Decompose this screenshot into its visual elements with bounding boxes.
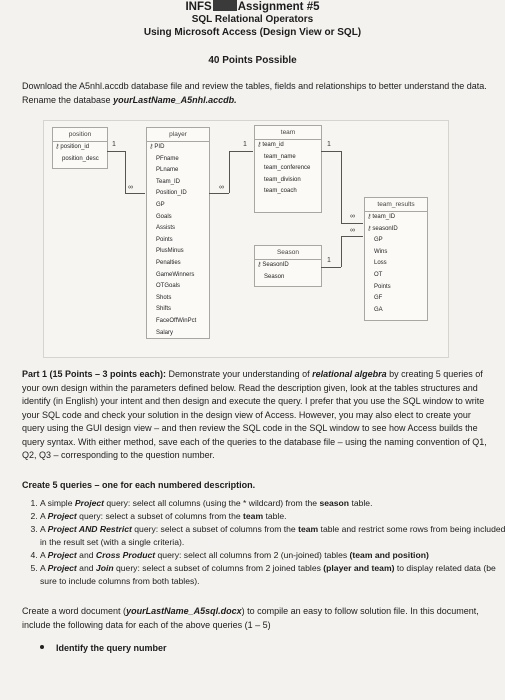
relationship-line: [341, 236, 363, 237]
key-icon: ⚷: [257, 262, 262, 268]
one-marker: 1: [243, 141, 247, 148]
relationship-line: [229, 151, 230, 193]
list-item: 2. A Project query: select a subset of columns from the team table.: [40, 510, 505, 523]
one-marker: 1: [327, 257, 331, 264]
word-doc-paragraph: Create a word document (yourLastName_A5sql.docx) to compile an easy to follow solution file. In this document, include the following data for each of the above queries (1 – 5): [22, 606, 479, 630]
many-marker: ∞: [128, 184, 133, 191]
relationship-line: [321, 151, 341, 152]
one-marker: 1: [327, 141, 331, 148]
relationship-line: [341, 223, 363, 224]
many-marker: ∞: [219, 184, 224, 191]
one-marker: 1: [112, 141, 116, 148]
table-season[interactable]: Season ⚷SeasonID Season: [254, 245, 322, 287]
part1-paragraph: Part 1 (15 Points – 3 points each): Demonstrate your understanding of relational algebra by creating 5 queries of your own design within the parameters defined below. Read the description given, look at the tables structures and identify (in English) your intent and then design and execute the query. I prefer that you use the SQL window to write your SQL code and check your solution in the design view of Access. However, you may also elect to create your query using the GUI design view – and then review the SQL code in the SQL window to see how Access builds the query syntax. With either method, save each of the queries to the database file – using the naming convention of Q1, Q2, Q3 – corresponding to the question number.: [22, 369, 487, 460]
relationship-line: [341, 236, 342, 267]
table-team[interactable]: team ⚷team_id team_name team_conference team_division team_coach: [254, 125, 322, 213]
create-queries-heading: Create 5 queries – one for each numbered description.: [22, 480, 256, 490]
list-item: 3. A Project AND Restrict query: select a subset of columns from the team table and restrict some rows from being included in the result set (with a single criteria).: [40, 523, 505, 549]
list-item: 5. A Project and Join query: select a subset of columns from 2 joined tables (player and team) to display related data (be sure to include columns from both tables).: [40, 562, 505, 588]
relationship-line: [209, 193, 229, 194]
query-list: [20, 497, 505, 588]
table-player[interactable]: player ⚷PID PFname PLname Team_ID Position_ID GP Goals Assists Points PlusMinus Penalties GameWinners OTGoals Shots Shifts FaceOffWinPct Salary: [146, 127, 210, 339]
course-code: INFS: [185, 1, 212, 13]
many-marker: ∞: [350, 213, 355, 220]
table-team-results[interactable]: team_results ⚷team_ID ⚷seasonID GP Wins Loss OT Points GF GA: [364, 197, 428, 321]
intro-paragraph: Download the A5nhl.accdb database file and review the tables, fields and relationships to better understand the data. Rename the database yourLastName_A5nhl.accdb.: [22, 81, 487, 105]
many-marker: ∞: [350, 227, 355, 234]
assignment-subtitle: SQL Relational Operators: [191, 14, 314, 25]
key-icon: ⚷: [55, 144, 60, 150]
bullet-item: Identify the query number: [40, 643, 167, 653]
assignment-title: [0, 0, 505, 13]
redacted-block: [213, 0, 237, 11]
list-item: 4. A Project and Cross Product query: select all columns from 2 (un-joined) tables (team and position): [40, 549, 505, 562]
table-position[interactable]: position ⚷position_id position_desc: [52, 127, 108, 169]
points-possible: 40 Points Possible: [208, 55, 297, 66]
key-icon: ⚷: [367, 225, 372, 232]
relationship-line: [341, 151, 342, 223]
bullet-icon: [40, 645, 44, 649]
relationship-line: [125, 193, 145, 194]
relationship-diagram: [43, 120, 449, 358]
key-icon: ⚷: [367, 214, 372, 220]
key-icon: ⚷: [257, 142, 262, 148]
relationship-line: [125, 151, 126, 193]
relationship-line: [321, 267, 341, 268]
relationship-line: [229, 151, 253, 152]
list-item: 1. A simple Project query: select all columns (using the * wildcard) from the season table.: [40, 497, 505, 510]
relationship-line: [107, 151, 125, 152]
assignment-method: Using Microsoft Access (Design View or SQL): [143, 27, 362, 38]
key-icon: ⚷: [149, 144, 154, 150]
assignment-number: Assignment #5: [237, 1, 320, 13]
